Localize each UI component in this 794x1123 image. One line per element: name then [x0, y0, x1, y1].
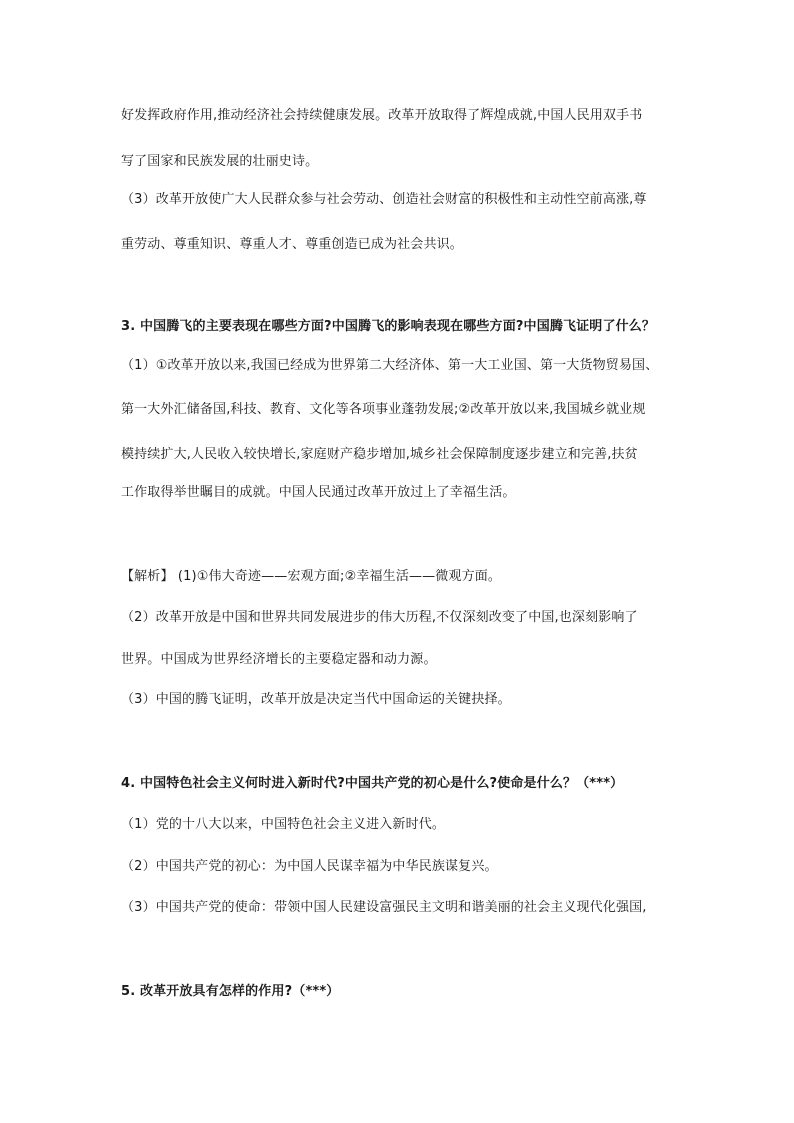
- text-line: （2）中国共产党的初心：为中国人民谋幸福为中华民族谋复兴。: [121, 859, 498, 874]
- text-line: 第一大外汇储备国,科技、教育、文化等各项事业蓬勃发展;②改革开放以来,我国城乡就业规: [121, 402, 646, 417]
- question-3-heading: 3. 中国腾飞的主要表现在哪些方面?中国腾飞的影响表现在哪些方面?中国腾飞证明了什么？: [121, 319, 656, 334]
- text-line: 工作取得举世瞩目的成就。中国人民通过改革开放过上了幸福生活。: [121, 485, 516, 500]
- text-line: （3）中国共产党的使命：带领中国人民建设富强民主文明和谐美丽的社会主义现代化强国,: [121, 900, 647, 915]
- text-line: （1）党的十八大以来，中国特色社会主义进入新时代。: [121, 817, 446, 832]
- text-line: 写了国家和民族发展的壮丽史诗。: [121, 154, 319, 169]
- text-line: 好发挥政府作用,推动经济社会持续健康发展。改革开放取得了辉煌成就,中国人民用双手书: [121, 108, 643, 123]
- text-line: （3）中国的腾飞证明，改革开放是决定当代中国命运的关键抉择。: [121, 692, 511, 707]
- text-line: （1）①改革开放以来,我国已经成为世界第二大经济体、第一大工业国、第一大货物贸易国、: [121, 358, 659, 373]
- text-line: 模持续扩大,人民收入较快增长,家庭财产稳步增加,城乡社会保障制度逐步建立和完善,扶贫: [121, 447, 638, 462]
- text-line: （2）改革开放是中国和世界共同发展进步的伟大历程,不仅深刻改变了中国,也深刻影响了: [121, 610, 638, 625]
- question-4-heading: 4. 中国特色社会主义何时进入新时代?中国共产党的初心是什么?使命是什么？（***）: [121, 776, 624, 791]
- analysis-line: 【解析】 (1)①伟大奇迹——宏观方面;②幸福生活——微观方面。: [121, 569, 502, 584]
- text-line: 重劳动、尊重知识、尊重人才、尊重创造已成为社会共识。: [121, 237, 463, 252]
- text-line: （3）改革开放使广大人民群众参与社会劳动、创造社会财富的积极性和主动性空前高涨,尊: [121, 192, 647, 207]
- question-5-heading: 5. 改革开放具有怎样的作用?（***）: [121, 984, 340, 999]
- text-line: 世界。中国成为世界经济增长的主要稳定器和动力源。: [121, 652, 437, 667]
